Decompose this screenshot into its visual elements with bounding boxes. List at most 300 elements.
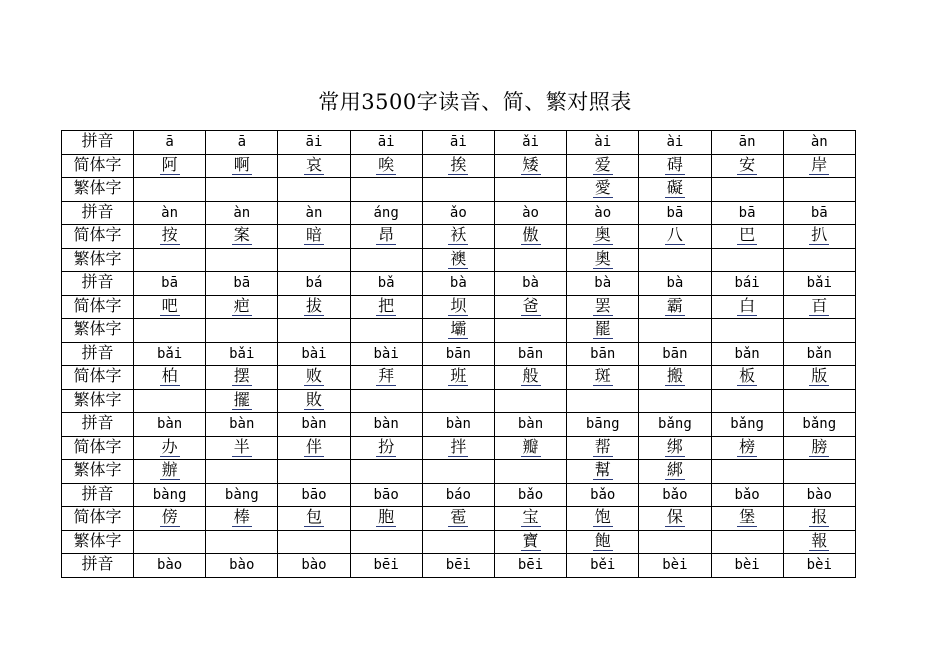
simplified-cell: [422, 295, 494, 319]
traditional-cell: [206, 248, 278, 272]
traditional-cell: [350, 530, 422, 554]
pinyin-cell: bàn: [206, 413, 278, 437]
pinyin-cell: āi: [350, 131, 422, 155]
simplified-row: [62, 154, 856, 178]
traditional-cell: [711, 178, 783, 202]
traditional-cell: [134, 178, 206, 202]
traditional-character: 擺: [233, 389, 250, 409]
pinyin-cell: ào: [567, 201, 639, 225]
simplified-character: 阿: [161, 154, 178, 174]
traditional-cell: [567, 178, 639, 202]
pinyin-cell: bēi: [350, 554, 422, 578]
pinyin-cell: bà: [422, 272, 494, 296]
pinyin-cell: bǎo: [639, 483, 711, 507]
traditional-cell: [350, 389, 422, 413]
pinyin-cell: ài: [639, 131, 711, 155]
simplified-character: 挨: [450, 154, 467, 174]
simplified-cell: [422, 366, 494, 390]
traditional-cell: [494, 460, 566, 484]
traditional-cell: [278, 530, 350, 554]
simplified-cell: [639, 295, 711, 319]
traditional-cell: [494, 389, 566, 413]
pinyin-row-label: 拼音: [62, 413, 134, 437]
pinyin-cell: bā: [206, 272, 278, 296]
pinyin-cell: bà: [639, 272, 711, 296]
simplified-row-label: 简体字: [62, 154, 134, 178]
simplified-character: 包: [305, 507, 322, 527]
simplified-character: 般: [522, 366, 539, 386]
traditional-cell: [494, 178, 566, 202]
simplified-character: 袄: [450, 225, 467, 245]
simplified-cell: [639, 225, 711, 249]
pinyin-cell: bǎng: [783, 413, 855, 437]
traditional-character: 愛: [594, 178, 611, 198]
simplified-character: 帮: [594, 436, 611, 456]
pinyin-cell: bān: [422, 342, 494, 366]
simplified-cell: [350, 154, 422, 178]
pinyin-cell: bà: [494, 272, 566, 296]
simplified-character: 案: [233, 225, 250, 245]
simplified-cell: [278, 507, 350, 531]
simplified-character: 班: [450, 366, 467, 386]
simplified-cell: [494, 225, 566, 249]
simplified-character: 暗: [305, 225, 322, 245]
pinyin-cell: bā: [783, 201, 855, 225]
pinyin-cell: bèi: [639, 554, 711, 578]
simplified-cell: [783, 366, 855, 390]
simplified-cell: [134, 154, 206, 178]
pinyin-row-label: 拼音: [62, 201, 134, 225]
simplified-row-label: 简体字: [62, 295, 134, 319]
simplified-character: 吧: [161, 295, 178, 315]
simplified-row: [62, 295, 856, 319]
pinyin-cell: bǎi: [134, 342, 206, 366]
pinyin-cell: bá: [278, 272, 350, 296]
simplified-character: 拔: [305, 295, 322, 315]
traditional-row-label: 繁体字: [62, 319, 134, 343]
traditional-cell: [711, 319, 783, 343]
simplified-character: 堡: [739, 507, 756, 527]
simplified-character: 版: [811, 366, 828, 386]
simplified-row: [62, 507, 856, 531]
simplified-cell: [422, 154, 494, 178]
simplified-character: 白: [739, 295, 756, 315]
pinyin-row: [62, 131, 856, 155]
traditional-row-label: 繁体字: [62, 178, 134, 202]
traditional-cell: [350, 248, 422, 272]
pinyin-cell: bǎng: [639, 413, 711, 437]
traditional-cell: [206, 319, 278, 343]
pinyin-cell: ài: [567, 131, 639, 155]
pinyin-cell: bān: [494, 342, 566, 366]
simplified-cell: [206, 507, 278, 531]
pinyin-cell: ǎo: [422, 201, 494, 225]
pinyin-cell: bān: [639, 342, 711, 366]
traditional-cell: [278, 178, 350, 202]
traditional-row-label: 繁体字: [62, 248, 134, 272]
traditional-character: 報: [811, 530, 828, 550]
traditional-cell: [278, 389, 350, 413]
pinyin-cell: ǎi: [494, 131, 566, 155]
traditional-cell: [494, 248, 566, 272]
traditional-cell: [639, 530, 711, 554]
pinyin-cell: bào: [134, 554, 206, 578]
simplified-cell: [134, 366, 206, 390]
pinyin-cell: bàn: [134, 413, 206, 437]
traditional-cell: [711, 248, 783, 272]
traditional-cell: [422, 248, 494, 272]
pinyin-cell: bèi: [783, 554, 855, 578]
pinyin-cell: bǎo: [711, 483, 783, 507]
pinyin-cell: bàn: [422, 413, 494, 437]
simplified-character: 雹: [450, 507, 467, 527]
simplified-character: 瓣: [522, 436, 539, 456]
simplified-cell: [494, 436, 566, 460]
simplified-cell: [711, 154, 783, 178]
pinyin-row-label: 拼音: [62, 342, 134, 366]
traditional-cell: [783, 530, 855, 554]
pinyin-cell: bào: [206, 554, 278, 578]
traditional-cell: [422, 319, 494, 343]
traditional-cell: [134, 319, 206, 343]
simplified-cell: [422, 436, 494, 460]
simplified-character: 矮: [522, 154, 539, 174]
traditional-cell: [206, 178, 278, 202]
simplified-cell: [567, 436, 639, 460]
pinyin-cell: bào: [783, 483, 855, 507]
simplified-cell: [783, 507, 855, 531]
pinyin-cell: bàn: [278, 413, 350, 437]
traditional-cell: [567, 389, 639, 413]
simplified-cell: [711, 507, 783, 531]
pinyin-row: [62, 483, 856, 507]
simplified-cell: [494, 507, 566, 531]
pinyin-cell: āi: [422, 131, 494, 155]
traditional-cell: [422, 389, 494, 413]
traditional-row: [62, 530, 856, 554]
pinyin-cell: bào: [278, 554, 350, 578]
traditional-character: 辦: [161, 460, 178, 480]
simplified-character: 胞: [378, 507, 395, 527]
traditional-cell: [783, 460, 855, 484]
simplified-character: 柏: [161, 366, 178, 386]
traditional-row: [62, 178, 856, 202]
simplified-cell: [206, 436, 278, 460]
pinyin-row-label: 拼音: [62, 272, 134, 296]
traditional-cell: [422, 460, 494, 484]
pinyin-row-label: 拼音: [62, 131, 134, 155]
pinyin-row: [62, 554, 856, 578]
simplified-character: 败: [305, 366, 322, 386]
traditional-cell: [567, 248, 639, 272]
pinyin-cell: ā: [206, 131, 278, 155]
pinyin-cell: bēi: [422, 554, 494, 578]
simplified-character: 棒: [233, 507, 250, 527]
simplified-row: [62, 366, 856, 390]
simplified-character: 昂: [378, 225, 395, 245]
simplified-row-label: 简体字: [62, 436, 134, 460]
simplified-character: 罢: [594, 295, 611, 315]
pinyin-cell: bǎ: [350, 272, 422, 296]
pinyin-cell: báo: [422, 483, 494, 507]
simplified-cell: [134, 507, 206, 531]
traditional-row: [62, 248, 856, 272]
pinyin-cell: bà: [567, 272, 639, 296]
traditional-cell: [278, 460, 350, 484]
simplified-character: 把: [378, 295, 395, 315]
simplified-cell: [567, 225, 639, 249]
pinyin-cell: ào: [494, 201, 566, 225]
simplified-character: 霸: [666, 295, 683, 315]
traditional-cell: [567, 530, 639, 554]
simplified-cell: [567, 507, 639, 531]
traditional-cell: [134, 248, 206, 272]
simplified-cell: [206, 154, 278, 178]
simplified-character: 按: [161, 225, 178, 245]
traditional-character: 礙: [666, 178, 683, 198]
simplified-character: 保: [666, 507, 683, 527]
simplified-cell: [783, 295, 855, 319]
pinyin-cell: bā: [711, 201, 783, 225]
simplified-cell: [134, 225, 206, 249]
simplified-cell: [639, 154, 711, 178]
traditional-cell: [711, 389, 783, 413]
simplified-cell: [350, 507, 422, 531]
traditional-cell: [783, 248, 855, 272]
pinyin-row: [62, 201, 856, 225]
traditional-character: 綁: [666, 460, 683, 480]
traditional-cell: [134, 530, 206, 554]
simplified-cell: [567, 154, 639, 178]
simplified-cell: [278, 154, 350, 178]
traditional-cell: [567, 319, 639, 343]
pinyin-cell: bài: [278, 342, 350, 366]
traditional-character: 飽: [594, 530, 611, 550]
pinyin-cell: bān: [567, 342, 639, 366]
traditional-cell: [567, 460, 639, 484]
simplified-character: 扮: [378, 436, 395, 456]
simplified-cell: [783, 225, 855, 249]
simplified-cell: [134, 295, 206, 319]
traditional-cell: [711, 460, 783, 484]
pinyin-row: [62, 413, 856, 437]
simplified-character: 板: [739, 366, 756, 386]
traditional-cell: [422, 178, 494, 202]
traditional-row: [62, 319, 856, 343]
simplified-cell: [711, 295, 783, 319]
pinyin-cell: ān: [711, 131, 783, 155]
pinyin-cell: bāng: [567, 413, 639, 437]
traditional-cell: [639, 460, 711, 484]
traditional-row-label: 繁体字: [62, 460, 134, 484]
simplified-cell: [278, 366, 350, 390]
simplified-row-label: 简体字: [62, 225, 134, 249]
simplified-character: 八: [666, 225, 683, 245]
simplified-character: 搬: [666, 366, 683, 386]
traditional-cell: [350, 319, 422, 343]
pinyin-row: [62, 272, 856, 296]
pinyin-cell: bàn: [494, 413, 566, 437]
traditional-row-label: 繁体字: [62, 530, 134, 554]
simplified-character: 拌: [450, 436, 467, 456]
traditional-cell: [206, 530, 278, 554]
simplified-cell: [350, 436, 422, 460]
simplified-character: 摆: [233, 366, 250, 386]
traditional-character: 壩: [450, 319, 467, 339]
pinyin-cell: bái: [711, 272, 783, 296]
simplified-cell: [206, 295, 278, 319]
traditional-cell: [639, 389, 711, 413]
simplified-cell: [783, 436, 855, 460]
simplified-cell: [494, 295, 566, 319]
simplified-row: [62, 225, 856, 249]
simplified-cell: [639, 436, 711, 460]
traditional-cell: [783, 389, 855, 413]
simplified-character: 哀: [305, 154, 322, 174]
simplified-cell: [278, 225, 350, 249]
simplified-cell: [567, 295, 639, 319]
pinyin-cell: bài: [350, 342, 422, 366]
simplified-cell: [206, 225, 278, 249]
traditional-character: 奧: [594, 248, 611, 268]
pinyin-cell: àn: [783, 131, 855, 155]
pinyin-cell: bāo: [278, 483, 350, 507]
traditional-cell: [278, 248, 350, 272]
traditional-cell: [278, 319, 350, 343]
pinyin-cell: bā: [639, 201, 711, 225]
traditional-cell: [783, 319, 855, 343]
simplified-cell: [422, 225, 494, 249]
pinyin-cell: bǎo: [494, 483, 566, 507]
pinyin-cell: bǎn: [783, 342, 855, 366]
pinyin-cell: bēi: [494, 554, 566, 578]
pinyin-cell: àn: [278, 201, 350, 225]
simplified-character: 唉: [378, 154, 395, 174]
simplified-character: 碍: [666, 154, 683, 174]
simplified-row: [62, 436, 856, 460]
traditional-cell: [350, 460, 422, 484]
simplified-character: 坝: [450, 295, 467, 315]
traditional-cell: [711, 530, 783, 554]
simplified-character: 奥: [594, 225, 611, 245]
traditional-row-label: 繁体字: [62, 389, 134, 413]
traditional-cell: [639, 248, 711, 272]
simplified-cell: [422, 507, 494, 531]
traditional-character: 幫: [594, 460, 611, 480]
traditional-character: 敗: [305, 389, 322, 409]
simplified-character: 办: [161, 436, 178, 456]
simplified-cell: [494, 154, 566, 178]
simplified-character: 啊: [233, 154, 250, 174]
pinyin-cell: áng: [350, 201, 422, 225]
simplified-character: 宝: [522, 507, 539, 527]
simplified-character: 百: [811, 295, 828, 315]
simplified-cell: [278, 295, 350, 319]
simplified-cell: [639, 507, 711, 531]
traditional-row: [62, 389, 856, 413]
simplified-cell: [711, 436, 783, 460]
traditional-character: 襖: [450, 248, 467, 268]
simplified-cell: [711, 366, 783, 390]
simplified-cell: [278, 436, 350, 460]
pinyin-cell: běi: [567, 554, 639, 578]
pinyin-cell: àn: [206, 201, 278, 225]
simplified-character: 报: [811, 507, 828, 527]
simplified-cell: [134, 436, 206, 460]
pinyin-cell: bàng: [206, 483, 278, 507]
pinyin-character-table: [61, 130, 856, 578]
traditional-cell: [134, 460, 206, 484]
simplified-row-label: 简体字: [62, 366, 134, 390]
simplified-character: 伴: [305, 436, 322, 456]
traditional-cell: [206, 389, 278, 413]
simplified-character: 傍: [161, 507, 178, 527]
simplified-cell: [639, 366, 711, 390]
simplified-character: 半: [233, 436, 250, 456]
simplified-row-label: 简体字: [62, 507, 134, 531]
document-title: 常用3500字读音、简、繁对照表: [318, 90, 632, 114]
traditional-cell: [350, 178, 422, 202]
traditional-character: 寶: [522, 530, 539, 550]
pinyin-row-label: 拼音: [62, 554, 134, 578]
pinyin-row: [62, 342, 856, 366]
pinyin-cell: bàn: [350, 413, 422, 437]
traditional-cell: [206, 460, 278, 484]
simplified-character: 拜: [378, 366, 395, 386]
simplified-character: 斑: [594, 366, 611, 386]
simplified-cell: [783, 154, 855, 178]
traditional-cell: [639, 319, 711, 343]
pinyin-cell: bǎi: [783, 272, 855, 296]
traditional-cell: [134, 389, 206, 413]
pinyin-cell: bèi: [711, 554, 783, 578]
pinyin-cell: bàng: [134, 483, 206, 507]
pinyin-cell: bǎng: [711, 413, 783, 437]
simplified-character: 安: [739, 154, 756, 174]
pinyin-cell: bǎo: [567, 483, 639, 507]
traditional-cell: [783, 178, 855, 202]
pinyin-cell: āi: [278, 131, 350, 155]
simplified-character: 榜: [739, 436, 756, 456]
simplified-character: 傲: [522, 225, 539, 245]
simplified-character: 膀: [811, 436, 828, 456]
simplified-character: 爸: [522, 295, 539, 315]
simplified-cell: [494, 366, 566, 390]
simplified-character: 绑: [666, 436, 683, 456]
traditional-character: 罷: [594, 319, 611, 339]
pinyin-row-label: 拼音: [62, 483, 134, 507]
simplified-cell: [711, 225, 783, 249]
simplified-cell: [350, 366, 422, 390]
pinyin-cell: àn: [134, 201, 206, 225]
pinyin-cell: ā: [134, 131, 206, 155]
pinyin-cell: bǎi: [206, 342, 278, 366]
pinyin-cell: bāo: [350, 483, 422, 507]
simplified-cell: [206, 366, 278, 390]
traditional-cell: [639, 178, 711, 202]
simplified-character: 扒: [811, 225, 828, 245]
traditional-cell: [494, 530, 566, 554]
pinyin-cell: bǎn: [711, 342, 783, 366]
simplified-cell: [350, 225, 422, 249]
traditional-row: [62, 460, 856, 484]
traditional-cell: [422, 530, 494, 554]
simplified-cell: [350, 295, 422, 319]
simplified-character: 爱: [594, 154, 611, 174]
simplified-character: 疤: [233, 295, 250, 315]
simplified-cell: [567, 366, 639, 390]
simplified-character: 饱: [594, 507, 611, 527]
